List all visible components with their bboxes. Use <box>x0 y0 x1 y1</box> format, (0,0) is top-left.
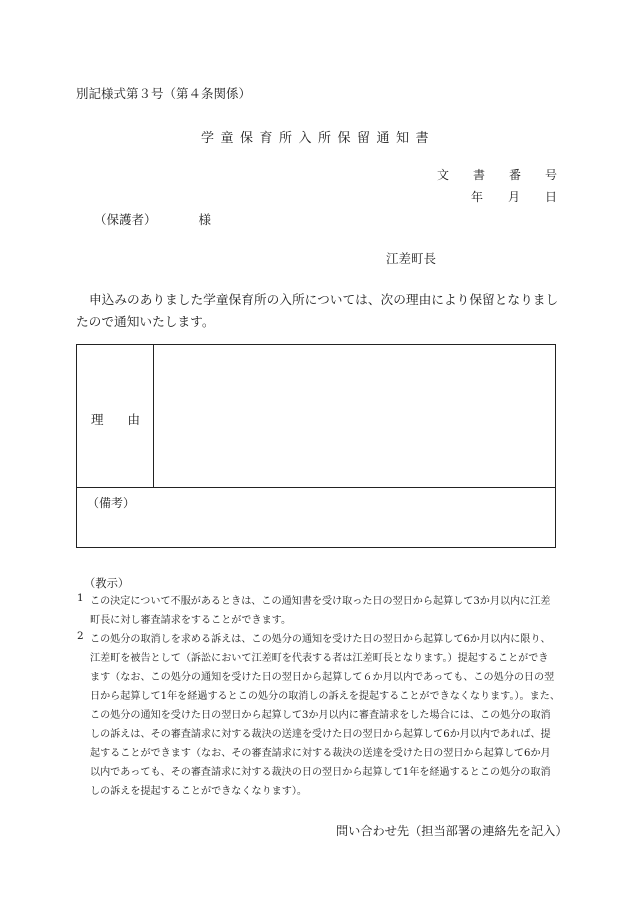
form-number: 別記様式第３号（第４条関係） <box>76 86 252 101</box>
date-year-label: 年 <box>470 190 483 204</box>
note-line: 江差町を被告として（訴訟において江差町を代表する者は江差町長となります。）提起することができ <box>90 653 549 664</box>
remarks-label: （備考） <box>87 496 136 510</box>
reason-table <box>76 344 556 548</box>
addressee-label: （保護者） <box>94 212 157 227</box>
note-line: 起することができます（なお、その審査請求に対する裁決の送達を受けた日の翌日から起算して6か月 <box>90 748 551 759</box>
note-line: しの訴えは、その審査請求に対する裁決の送達を受けた日の翌日から起算して6か月以内であれば、提 <box>90 729 551 740</box>
date-day-label: 日 <box>544 190 557 204</box>
note-number: 1 <box>77 592 84 604</box>
notes-heading: （教示） <box>84 577 130 590</box>
reason-label-cell <box>77 345 154 487</box>
date-month-label: 月 <box>507 190 520 204</box>
honorific: 様 <box>198 212 212 227</box>
document-number-line <box>437 166 557 183</box>
remarks-row <box>77 487 555 547</box>
note-line: 日から起算して1年を経過するとこの処分の取消しの訴えを提起することができなくなります。）。また、 <box>90 691 560 702</box>
contact-info: 問い合わせ先（担当部署の連絡先を記入） <box>336 824 568 838</box>
note-line: 町長に対し審査請求をすることができます。 <box>90 615 292 626</box>
note-line: この処分の通知を受けた日の翌日から起算して3か月以内に審査請求をした場合には、この処分の取消 <box>90 710 551 721</box>
document-title: 学童保育所入所保留通知書 <box>200 131 435 146</box>
note-line: ます（なお、この処分の通知を受けた日の翌日から起算して６か月以内であっても、この処分の日の翌 <box>90 672 555 683</box>
note-number: 2 <box>77 630 84 642</box>
document-number-char: 文 <box>436 168 449 182</box>
body-text: 申込みのありました学童保育所の入所については、次の理由により保留となりましたので通知いたします。 <box>76 292 559 329</box>
reason-label: 理 由 <box>91 412 150 427</box>
document-number-char: 書 <box>472 168 485 182</box>
date-line <box>471 188 557 205</box>
addressee <box>94 210 211 228</box>
note-line: この処分の取消しを求める訴えは、この処分の通知を受けた日の翌日から起算して6か月以内に限り、 <box>90 634 551 645</box>
note-line: この決定について不服があるときは、この通知書を受け取った日の翌日から起算して3か月以内に江差 <box>90 596 551 607</box>
reason-value-cell <box>154 345 555 487</box>
note-line: しの訴えを提起することができなくなります）。 <box>90 786 308 797</box>
document-number-char: 号 <box>544 168 557 182</box>
note-line: 以内であっても、その審査請求に対する裁決の日の翌日から起算して1年を経過するとこの処分の取消 <box>90 767 551 778</box>
sender: 江差町長 <box>386 251 437 266</box>
document-number-char: 番 <box>508 168 521 182</box>
